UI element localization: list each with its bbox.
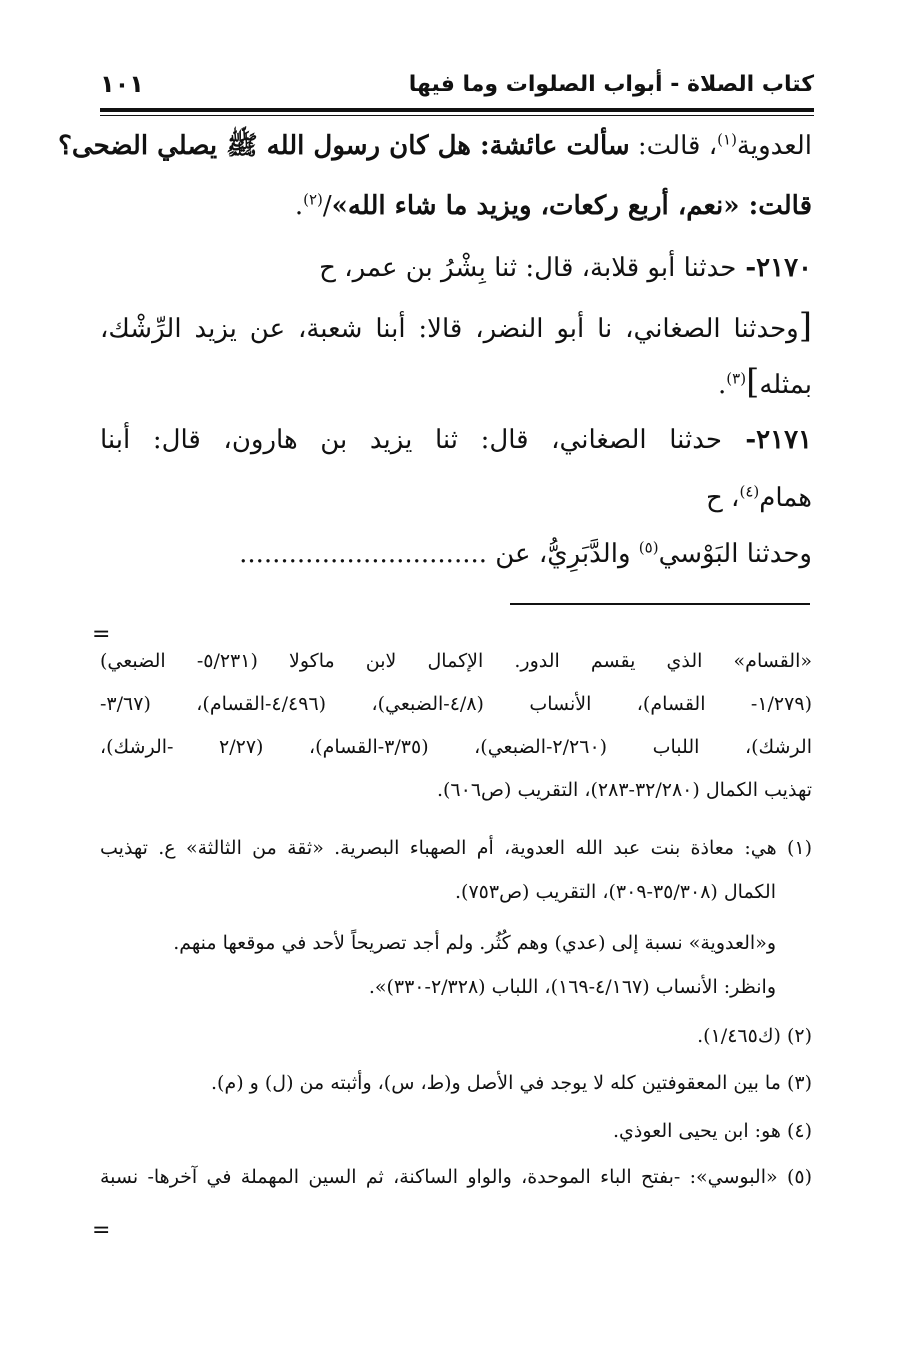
header-rule-thick [100,108,814,112]
footnote-ref-2: (٢) [303,190,323,209]
text-line-2: قالت: «نعم، أربع ركعات، ويزيد ما شاء الله»/$^{(٢)}$. [294,190,812,221]
footnote-4: (٤) هو: ابن يحيى العوذي. [612,1120,812,1142]
footnote-1-line-3: و«العدوية» نسبة إلى (عدي) وهم كُثُر. ولم أجد تصريحاً لأحد في موقعها منهم. [173,932,776,954]
text-line-5: بمثله]$^{(٣)}$. [718,362,812,402]
text-line-7: همام$^{(٤)}$، ح [706,482,812,513]
hadith-answer: «نعم، أربع ركعات، ويزيد ما شاء الله» [331,191,740,221]
footnote-1: (١) هي: معاذة بنت عبد الله العدوية، أم الصهباء البصرية. «ثقة من الثالثة» ع. تهذيب [100,837,812,859]
footnote-1-line-4: وانظر: الأنساب (٤/١٦٧-١٦٩)، اللباب (٢/٣٢٨-٣٣٠)». [368,976,776,998]
footnote-separator [510,603,810,605]
footnote-ref-1: (١) [717,130,737,149]
running-header [100,64,814,104]
text-line-8: وحدثنا البَوْسي$^{(٥)}$ والدَّبَرِيُّ، عن .............................. [239,538,812,569]
footnote-continued-line-3: الرشك)، اللباب (٢/٢٦٠-الضبعي)، (٣/٣٥-القسام)، (٢/٢٧ -الرشك)، [100,736,812,758]
hadith-question: سألت عائشة: هل كان رسول الله ﷺ يصلي الضحى؟ [58,131,630,161]
hadith-2170: ٢١٧٠- حدثنا أبو قلابة، قال: ثنا بِشْرُ بن عمر، ح [319,253,812,283]
footnote-ref-3: (٣) [726,369,747,388]
text-line-1: العدوية$^{(١)}$، قالت: سألت عائشة: هل كان رسول الله ﷺ يصلي الضحى؟ [58,130,812,161]
footnote-2: (٢) (ك١/٤٦٥). [697,1025,812,1047]
footnote-5: (٥) «البوسي»: -بفتح الباء الموحدة، والواو الساكنة، ثم السين المهملة في آخرها- نسبة [100,1166,812,1188]
chapter-title: كتاب الصلاة - أبواب الصلوات وما فيها [408,72,814,97]
continuation-mark-top: = [92,622,111,647]
header-rule-thin [100,115,814,116]
footnote-1-line-2: الكمال (٣٥/٣٠٨-٣٠٩)، التقريب (ص٧٥٣). [454,881,776,903]
footnote-continued-line-4: تهذيب الكمال (٣٢/٢٨٠-٢٨٣)، التقريب (ص٦٠٦). [436,779,812,801]
text-line-4: [وحدثنا الصغاني، نا أبو النضر، قالا: أبنا شعبة، عن يزيد الرِّشْك، [100,306,812,346]
hadith-number: ٢١٧١- [721,425,812,455]
footnote-3: (٣) ما بين المعقوفتين كله لا يوجد في الأصل و(ط، س)، وأثبته من (ل) و (م). [211,1072,812,1094]
page-number: ١٠١ [100,70,144,98]
footnote-continued-line-1: «القسام» الذي يقسم الدور. الإكمال لابن ماكولا (٥/٢٣١- الضبعي) [100,650,812,672]
footnote-ref-4: (٤) [739,482,760,501]
footnote-ref-5: (٥) [638,538,659,557]
continuation-mark-bottom: = [92,1218,111,1243]
footnote-continued-line-2: (١/٢٧٩- القسام)، الأنساب (٤/٨-الضبعي)، (٤/٤٩٦-القسام)، (٣/٦٧- [100,693,812,715]
hadith-number: ٢١٧٠- [736,253,812,283]
hadith-2171: ٢١٧١- حدثنا الصغاني، قال: ثنا يزيد بن هارون، قال: أبنا [100,425,812,455]
